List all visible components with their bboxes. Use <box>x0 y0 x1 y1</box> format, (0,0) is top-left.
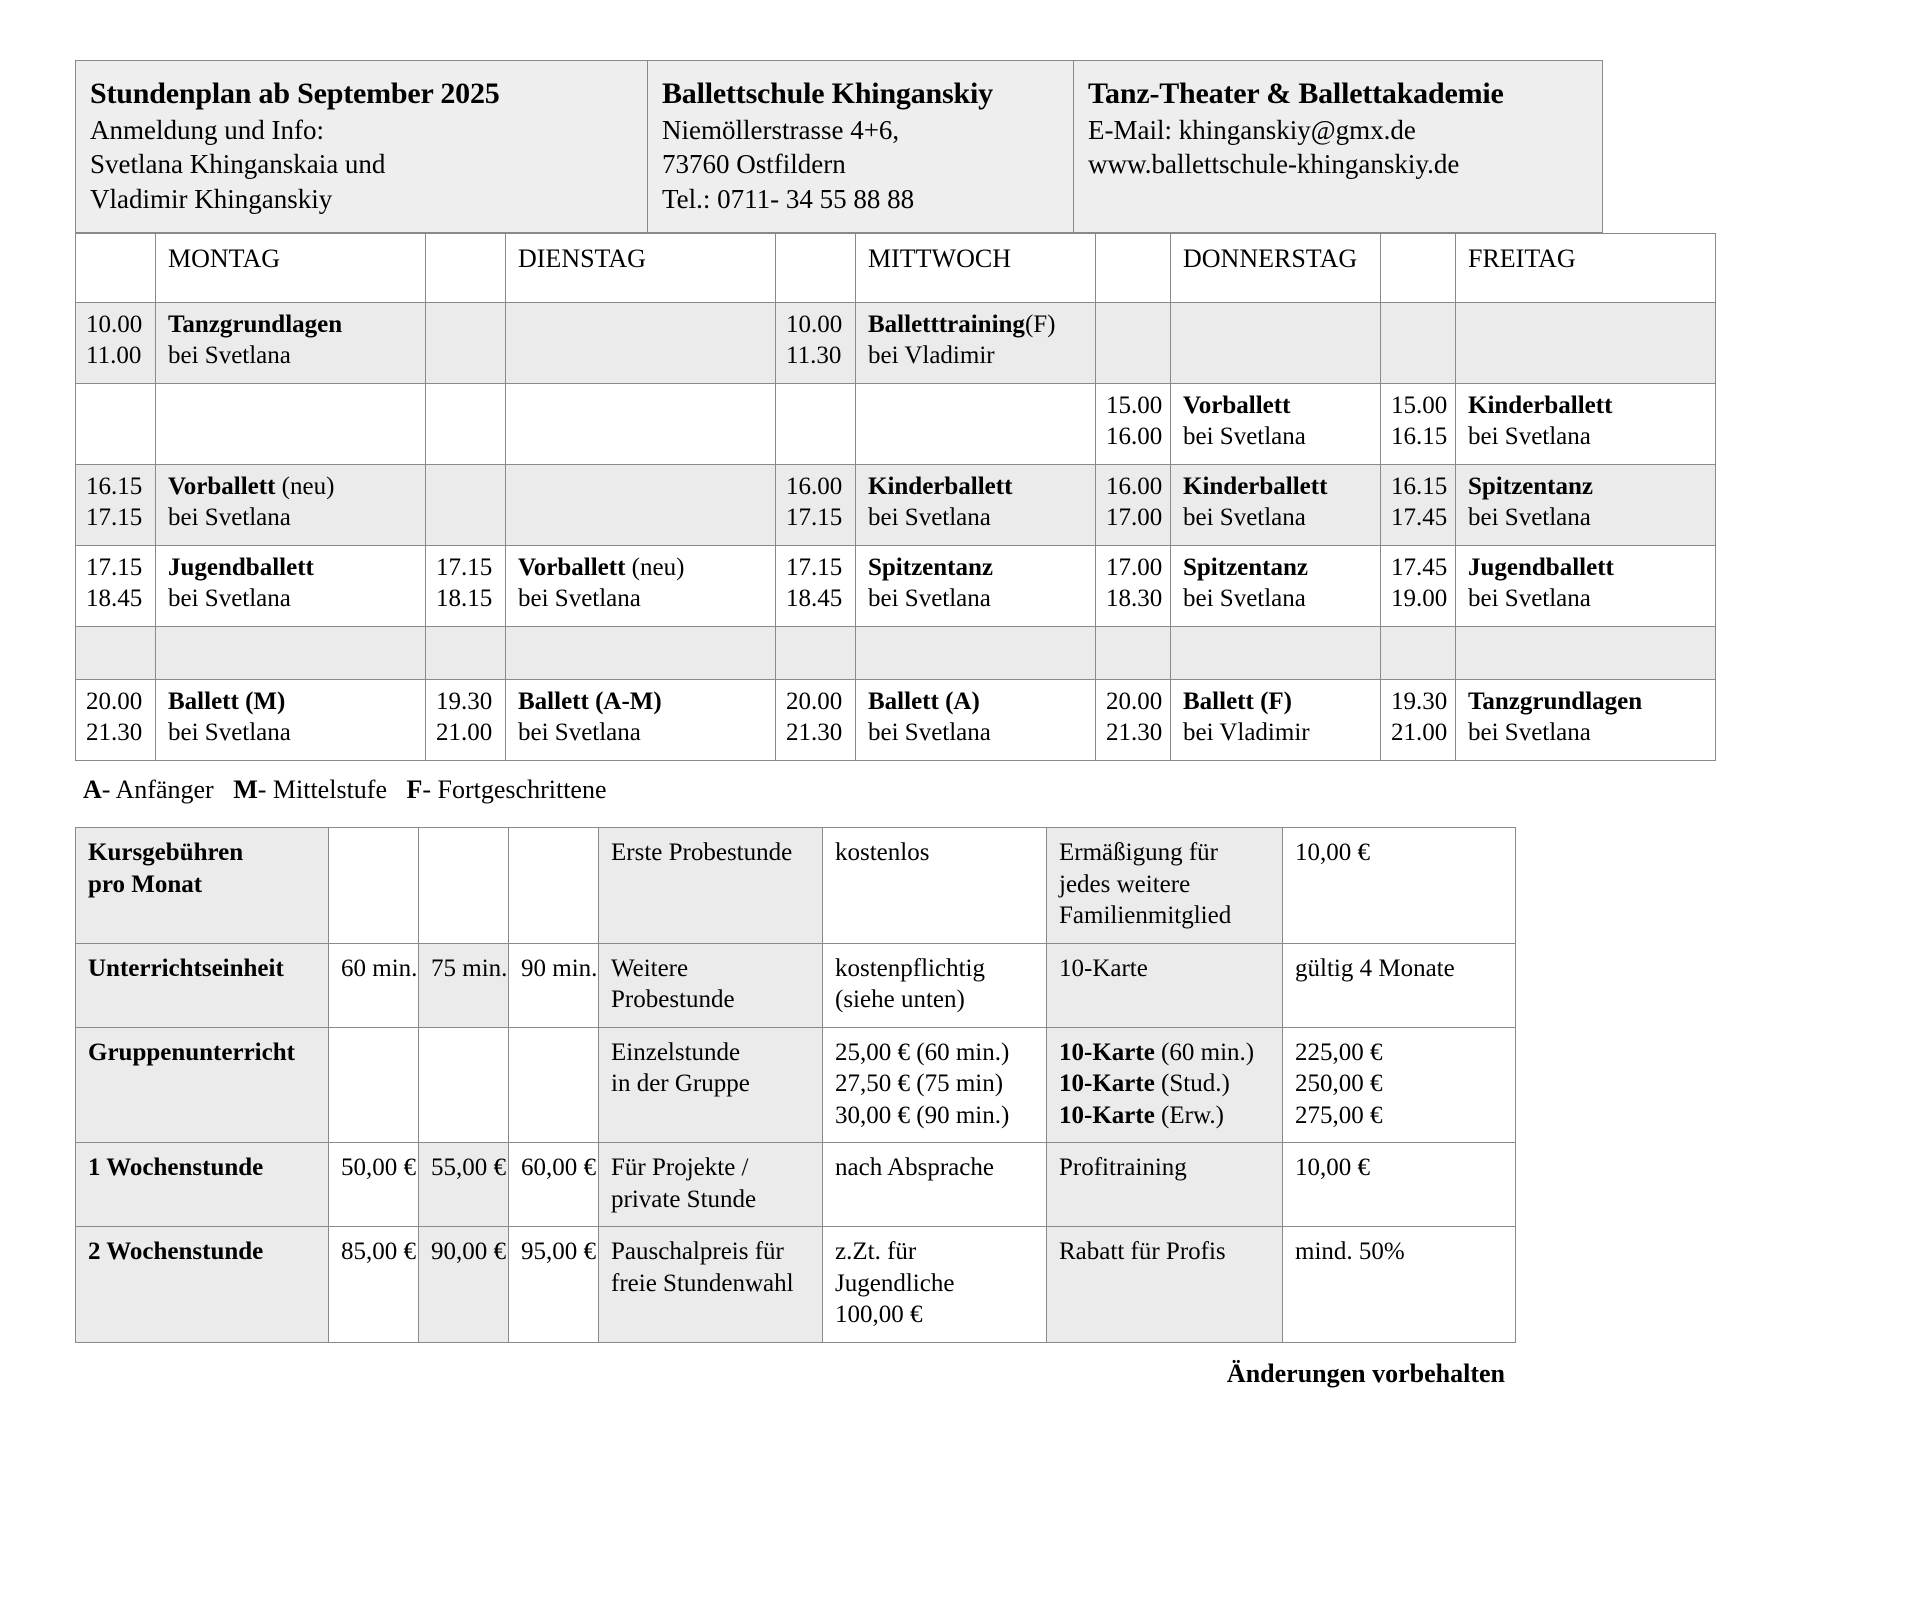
level-legend <box>83 775 1845 805</box>
fees-duration-90: 95,00 € <box>509 1227 599 1343</box>
header-col1-line-0: Anmeldung und Info: <box>90 114 324 145</box>
fees-duration-75: 90,00 € <box>419 1227 509 1343</box>
class-entry-cell <box>1456 680 1716 761</box>
class-time-cell <box>76 627 156 680</box>
class-name-suffix: (F) <box>1024 311 1056 339</box>
class-time-cell: 15.00 16.00 <box>1096 384 1171 465</box>
schedule-row <box>76 546 1716 627</box>
header-row <box>76 61 1603 233</box>
fees-duration-60: 85,00 € <box>329 1227 419 1343</box>
class-entry-cell <box>856 627 1096 680</box>
fees-right-label-key: 10-Karte <box>1059 1070 1155 1098</box>
class-teacher: bei Svetlana <box>868 718 991 746</box>
fees-duration-60: 60 min. <box>329 943 419 1027</box>
fees-mid-label: Für Projekte / private Stunde <box>599 1143 823 1227</box>
class-time-cell <box>776 384 856 465</box>
fees-duration-90 <box>509 828 599 944</box>
class-teacher: bei Svetlana <box>168 718 291 746</box>
class-entry-cell <box>156 546 426 627</box>
class-entry-cell <box>1171 627 1381 680</box>
fees-row-label: Kursgebühren pro Monat <box>76 828 329 944</box>
fees-mid-value: z.Zt. für Jugendliche 100,00 € <box>823 1227 1047 1343</box>
class-name: Jugendballett <box>1468 554 1614 582</box>
class-name: Spitzentanz <box>1183 554 1308 582</box>
class-name: Kinderballett <box>1468 392 1613 420</box>
class-entry-cell <box>1456 465 1716 546</box>
class-name: Spitzentanz <box>1468 473 1593 501</box>
fees-row <box>76 1027 1516 1143</box>
fees-row-label: Unterrichtseinheit <box>76 943 329 1027</box>
fees-mid-label: Erste Probestunde <box>599 828 823 944</box>
class-teacher: bei Svetlana <box>1468 584 1591 612</box>
class-teacher: bei Svetlana <box>1468 503 1591 531</box>
fees-right-label <box>1047 1027 1283 1143</box>
day-header-dienstag: DIENSTAG <box>506 234 776 303</box>
class-entry-cell <box>856 680 1096 761</box>
class-time-cell <box>426 465 506 546</box>
class-teacher: bei Svetlana <box>518 718 641 746</box>
fees-row <box>76 828 1516 944</box>
legend-text-m: - Mittelstufe <box>257 775 387 805</box>
day-header-time-spacer-1 <box>426 234 506 303</box>
fees-duration-90: 60,00 € <box>509 1143 599 1227</box>
schedule-row <box>76 627 1716 680</box>
schedule-row <box>76 384 1716 465</box>
fees-row <box>76 943 1516 1027</box>
class-time-cell: 17.15 18.15 <box>426 546 506 627</box>
class-time-cell: 17.45 19.00 <box>1381 546 1456 627</box>
fees-right-label-qualifier: (60 min.) <box>1154 1038 1255 1066</box>
class-entry-cell <box>1456 303 1716 384</box>
fees-mid-label: Pauschalpreis für freie Stundenwahl <box>599 1227 823 1343</box>
class-time-cell: 10.00 11.30 <box>776 303 856 384</box>
class-entry-cell <box>1456 546 1716 627</box>
class-name: Kinderballett <box>1183 473 1328 501</box>
fees-mid-value: kostenpflichtig (siehe unten) <box>823 943 1047 1027</box>
class-entry-cell <box>856 384 1096 465</box>
day-header-mittwoch: MITTWOCH <box>856 234 1096 303</box>
class-teacher: bei Svetlana <box>1468 422 1591 450</box>
class-name: Tanzgrundlagen <box>1468 688 1643 716</box>
class-name: Vorballett <box>518 554 626 582</box>
class-teacher: bei Vladimir <box>1183 718 1310 746</box>
fees-right-value: 225,00 € 250,00 € 275,00 € <box>1283 1027 1516 1143</box>
fees-mid-value: kostenlos <box>823 828 1047 944</box>
day-header-time-spacer-2 <box>776 234 856 303</box>
class-teacher: bei Svetlana <box>168 341 291 369</box>
class-name: Kinderballett <box>868 473 1013 501</box>
class-name: Ballett (A) <box>868 688 980 716</box>
legend-text-a: - Anfänger <box>101 775 214 805</box>
class-entry-cell <box>506 303 776 384</box>
fees-duration-60: 50,00 € <box>329 1143 419 1227</box>
header-col2-line-0: Niemöllerstrasse 4+6, <box>662 114 900 145</box>
class-teacher: bei Svetlana <box>518 584 641 612</box>
fees-row-label: 1 Wochenstunde <box>76 1143 329 1227</box>
class-entry-cell <box>1171 303 1381 384</box>
fees-duration-60 <box>329 828 419 944</box>
fees-duration-75 <box>419 828 509 944</box>
fees-right-label: 10-Karte <box>1047 943 1283 1027</box>
day-header-time-spacer-3 <box>1096 234 1171 303</box>
class-time-cell: 19.30 21.00 <box>1381 680 1456 761</box>
class-teacher: bei Svetlana <box>1183 584 1306 612</box>
fees-right-label: Profitraining <box>1047 1143 1283 1227</box>
class-name: Jugendballett <box>168 554 314 582</box>
class-name: Spitzentanz <box>868 554 993 582</box>
fees-duration-90 <box>509 1027 599 1143</box>
class-teacher: bei Vladimir <box>868 341 995 369</box>
class-entry-cell <box>506 384 776 465</box>
class-entry-cell <box>506 680 776 761</box>
class-name: Vorballett <box>1183 392 1291 420</box>
class-time-cell <box>1096 627 1171 680</box>
class-time-cell: 16.15 17.15 <box>76 465 156 546</box>
class-teacher: bei Svetlana <box>1468 718 1591 746</box>
class-entry-cell <box>156 303 426 384</box>
class-teacher: bei Svetlana <box>868 503 991 531</box>
class-time-cell <box>1381 303 1456 384</box>
class-entry-cell <box>1171 384 1381 465</box>
class-time-cell: 20.00 21.30 <box>776 680 856 761</box>
class-time-cell <box>1381 627 1456 680</box>
header-col2-line-1: 73760 Ostfildern <box>662 149 846 180</box>
class-teacher: bei Svetlana <box>868 584 991 612</box>
class-time-cell: 17.15 18.45 <box>776 546 856 627</box>
fees-row-label: Gruppenunterricht <box>76 1027 329 1143</box>
class-entry-cell <box>1456 384 1716 465</box>
class-entry-cell <box>1171 465 1381 546</box>
legend-key-f: F <box>406 775 423 805</box>
schedule-day-header-row <box>76 234 1716 303</box>
header-col2-line-2: Tel.: 0711- 34 55 88 88 <box>662 183 915 214</box>
class-time-cell <box>426 303 506 384</box>
day-header-time-spacer-0 <box>76 234 156 303</box>
class-entry-cell <box>856 465 1096 546</box>
class-time-cell: 10.00 11.00 <box>76 303 156 384</box>
fees-right-label: Rabatt für Profis <box>1047 1227 1283 1343</box>
class-time-cell: 17.15 18.45 <box>76 546 156 627</box>
fees-right-value: 10,00 € <box>1283 828 1516 944</box>
class-time-cell: 20.00 21.30 <box>76 680 156 761</box>
class-teacher: bei Svetlana <box>168 503 291 531</box>
fees-row <box>76 1227 1516 1343</box>
class-time-cell: 17.00 18.30 <box>1096 546 1171 627</box>
fees-duration-60 <box>329 1027 419 1143</box>
fees-right-value: 10,00 € <box>1283 1143 1516 1227</box>
class-name: Ballett (A-M) <box>518 688 662 716</box>
fees-right-value: gültig 4 Monate <box>1283 943 1516 1027</box>
class-teacher: bei Svetlana <box>1183 422 1306 450</box>
fees-mid-label: Einzelstunde in der Gruppe <box>599 1027 823 1143</box>
fees-mid-value: nach Absprache <box>823 1143 1047 1227</box>
fees-right-label-qualifier: (Stud.) <box>1154 1070 1230 1098</box>
class-name: Balletttraining <box>868 311 1025 339</box>
class-teacher: bei Svetlana <box>1183 503 1306 531</box>
class-name: Ballett (M) <box>168 688 286 716</box>
class-time-cell <box>76 384 156 465</box>
class-entry-cell <box>506 627 776 680</box>
class-time-cell: 16.15 17.45 <box>1381 465 1456 546</box>
schedule-row <box>76 303 1716 384</box>
class-entry-cell <box>506 546 776 627</box>
class-entry-cell <box>856 303 1096 384</box>
class-time-cell: 19.30 21.00 <box>426 680 506 761</box>
fees-table <box>75 827 1516 1343</box>
day-header-freitag: FREITAG <box>1456 234 1716 303</box>
day-header-time-spacer-4 <box>1381 234 1456 303</box>
fees-mid-value: 25,00 € (60 min.) 27,50 € (75 min) 30,00 € (90 min.) <box>823 1027 1047 1143</box>
fees-right-label-key: 10-Karte <box>1059 1038 1155 1066</box>
fees-duration-75 <box>419 1027 509 1143</box>
class-entry-cell <box>156 627 426 680</box>
class-entry-cell <box>1171 546 1381 627</box>
class-time-cell: 16.00 17.15 <box>776 465 856 546</box>
class-teacher: bei Svetlana <box>168 584 291 612</box>
schedule-row <box>76 680 1716 761</box>
class-name: Tanzgrundlagen <box>168 311 343 339</box>
academy-name: Tanz-Theater & Ballettakademie <box>1088 77 1504 110</box>
class-name-suffix: (neu) <box>275 473 335 501</box>
day-header-donnerstag: DONNERSTAG <box>1171 234 1381 303</box>
header-block <box>75 60 1603 233</box>
header-col-contact <box>1074 61 1603 233</box>
fees-row <box>76 1143 1516 1227</box>
class-time-cell: 15.00 16.15 <box>1381 384 1456 465</box>
class-entry-cell <box>1456 627 1716 680</box>
class-entry-cell <box>156 680 426 761</box>
school-name: Ballettschule Khinganskiy <box>662 77 993 110</box>
fees-duration-75: 55,00 € <box>419 1143 509 1227</box>
class-entry-cell <box>156 384 426 465</box>
class-name: Ballett (F) <box>1183 688 1292 716</box>
document-title: Stundenplan ab September 2025 <box>90 77 500 110</box>
class-time-cell <box>426 384 506 465</box>
fees-right-label: Ermäßigung für jedes weitere Familienmitglied <box>1047 828 1283 944</box>
class-name: Vorballett <box>168 473 276 501</box>
day-header-montag: MONTAG <box>156 234 426 303</box>
class-entry-cell <box>1171 680 1381 761</box>
header-col1-line-2: Vladimir Khinganskiy <box>90 183 333 214</box>
email-line: E-Mail: khinganskiy@gmx.de <box>1088 114 1416 145</box>
legend-text-f: - Fortgeschrittene <box>422 775 607 805</box>
fees-right-label-key: 10-Karte <box>1059 1101 1155 1129</box>
header-col1-line-1: Svetlana Khinganskaia und <box>90 149 386 180</box>
class-time-cell <box>426 627 506 680</box>
class-time-cell: 16.00 17.00 <box>1096 465 1171 546</box>
legend-key-a: A <box>83 775 102 805</box>
fees-duration-75: 75 min. <box>419 943 509 1027</box>
fees-row-label: 2 Wochenstunde <box>76 1227 329 1343</box>
fees-right-label-qualifier: (Erw.) <box>1154 1101 1224 1129</box>
website-line: www.ballettschule-khinganskiy.de <box>1088 149 1460 180</box>
class-entry-cell <box>506 465 776 546</box>
weekly-schedule-table <box>75 233 1716 761</box>
legend-key-m: M <box>233 775 258 805</box>
class-time-cell <box>776 627 856 680</box>
header-col-school-address <box>648 61 1074 233</box>
fees-duration-90: 90 min. <box>509 943 599 1027</box>
fees-mid-label: Weitere Probestunde <box>599 943 823 1027</box>
fees-right-value: mind. 50% <box>1283 1227 1516 1343</box>
class-time-cell: 20.00 21.30 <box>1096 680 1171 761</box>
class-time-cell <box>1096 303 1171 384</box>
header-col-schedule-info <box>76 61 648 233</box>
class-entry-cell <box>856 546 1096 627</box>
class-entry-cell <box>156 465 426 546</box>
class-name-suffix: (neu) <box>625 554 685 582</box>
schedule-row <box>76 465 1716 546</box>
changes-reserved-note: Änderungen vorbehalten <box>1226 1358 1505 1388</box>
